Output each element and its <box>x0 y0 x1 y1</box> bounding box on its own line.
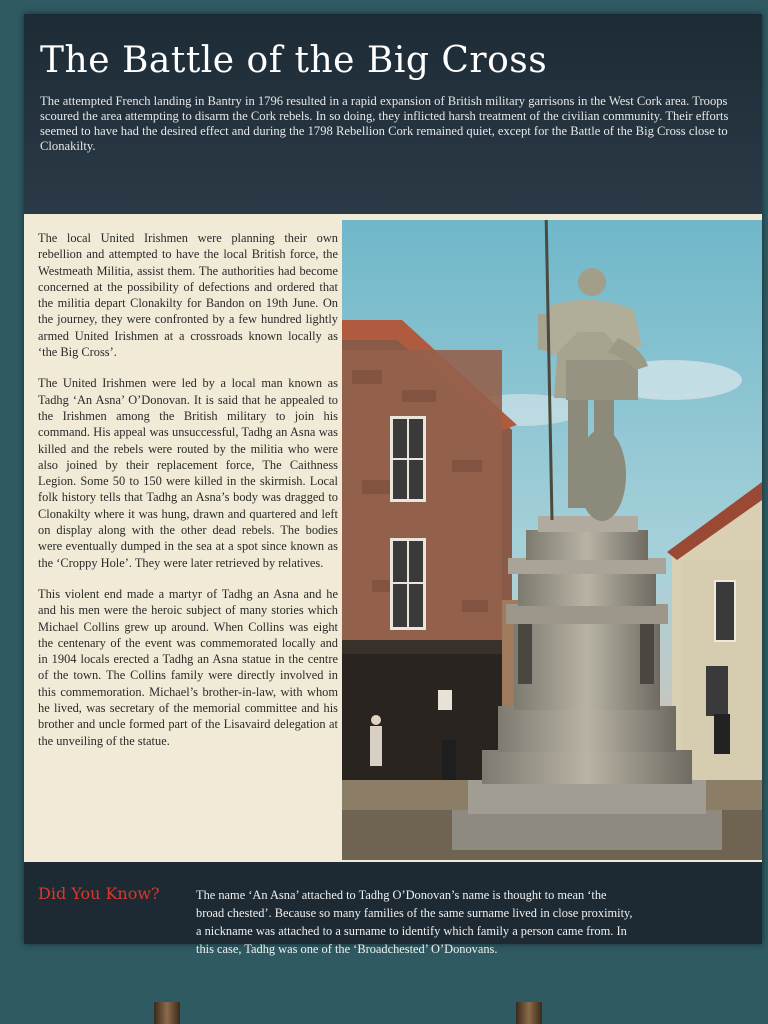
did-you-know-band <box>24 862 762 956</box>
body-text-column <box>38 230 338 764</box>
body-paragraph-1: The local United Irishmen were planning their own rebellion and attempted to have the local British force, the Westmeath Militia, assist them. The authorities had become concerned at the possibility of defections and ordered that the militia depart Clonakilty for Bandon on 19th June. On the journey, they were confronted by a few hundred lightly armed United Irishmen at a crossroads known locally as ‘the Big Cross’. <box>38 231 338 360</box>
body-paragraph-2: The United Irishmen were led by a local man known as Tadhg ‘An Asna’ O’Donovan. It is said that he appealed to the Irishmen among the British military to join his command. His appeal was unsuccessful, Tadhg an Asna was killed and the rebels were routed by the militia who were also joined by their replacement force, The Caithness Legion. Some 50 to 150 were killed in the skirmish. Local folk history tells that Tadhg an Asna’s body was dragged to Clonakilty where it was hung, drawn and quartered and left on display along with the other dead rebels. The bodies were eventually dumped in the sea at a spot since known as the ‘Croppy Hole’. They were later retrieved by relatives. <box>38 376 338 570</box>
panel-title: The Battle of the Big Cross <box>40 40 548 81</box>
easel-leg-right <box>516 1002 542 1024</box>
intro-text: The attempted French landing in Bantry in 1796 resulted in a rapid expansion of British military garrisons in the West Cork area. Troops scoured the area attempting to disarm the Cork rebels. In so doing, they inflicted harsh treatment of the civilian community. Their efforts seemed to have had the desired effect and during the 1798 Rebellion Cork remained quiet, except for the Battle of the Big Cross close to Clonakilty. <box>40 94 729 153</box>
did-you-know-title: Did You Know? <box>38 884 160 903</box>
header-band <box>24 14 762 214</box>
statue-photo-illustration <box>342 220 762 860</box>
easel-leg-left <box>154 1002 180 1024</box>
body-paragraph-3: This violent end made a martyr of Tadhg an Asna and he and his men were the heroic subject of many stories which Michael Collins grew up around. When Collins was eight the centenary of the event was commemorated locally and in 1904 locals erected a Tadhg an Asna statue in the centre of the town. The Collins family were directly involved in this commemoration. Michael’s brother-in-law, with whom he lived, was secretary of the memorial committee and his brother and uncle formed part of the Lisavaird delegation at the unveiling of the statue. <box>38 586 338 748</box>
statue-photograph <box>342 220 762 860</box>
did-you-know-text: The name ‘An Asna’ attached to Tadhg O’Donovan’s name is thought to mean ‘the broad chested’. Because so many families of the same surname lived in close proximity, a nickname was attached to a surname to identify which family a person came from. In this case, Tadhg was one of the ‘Broadchested’ O’Donovans. <box>196 888 633 956</box>
exhibit-panel <box>24 14 762 956</box>
